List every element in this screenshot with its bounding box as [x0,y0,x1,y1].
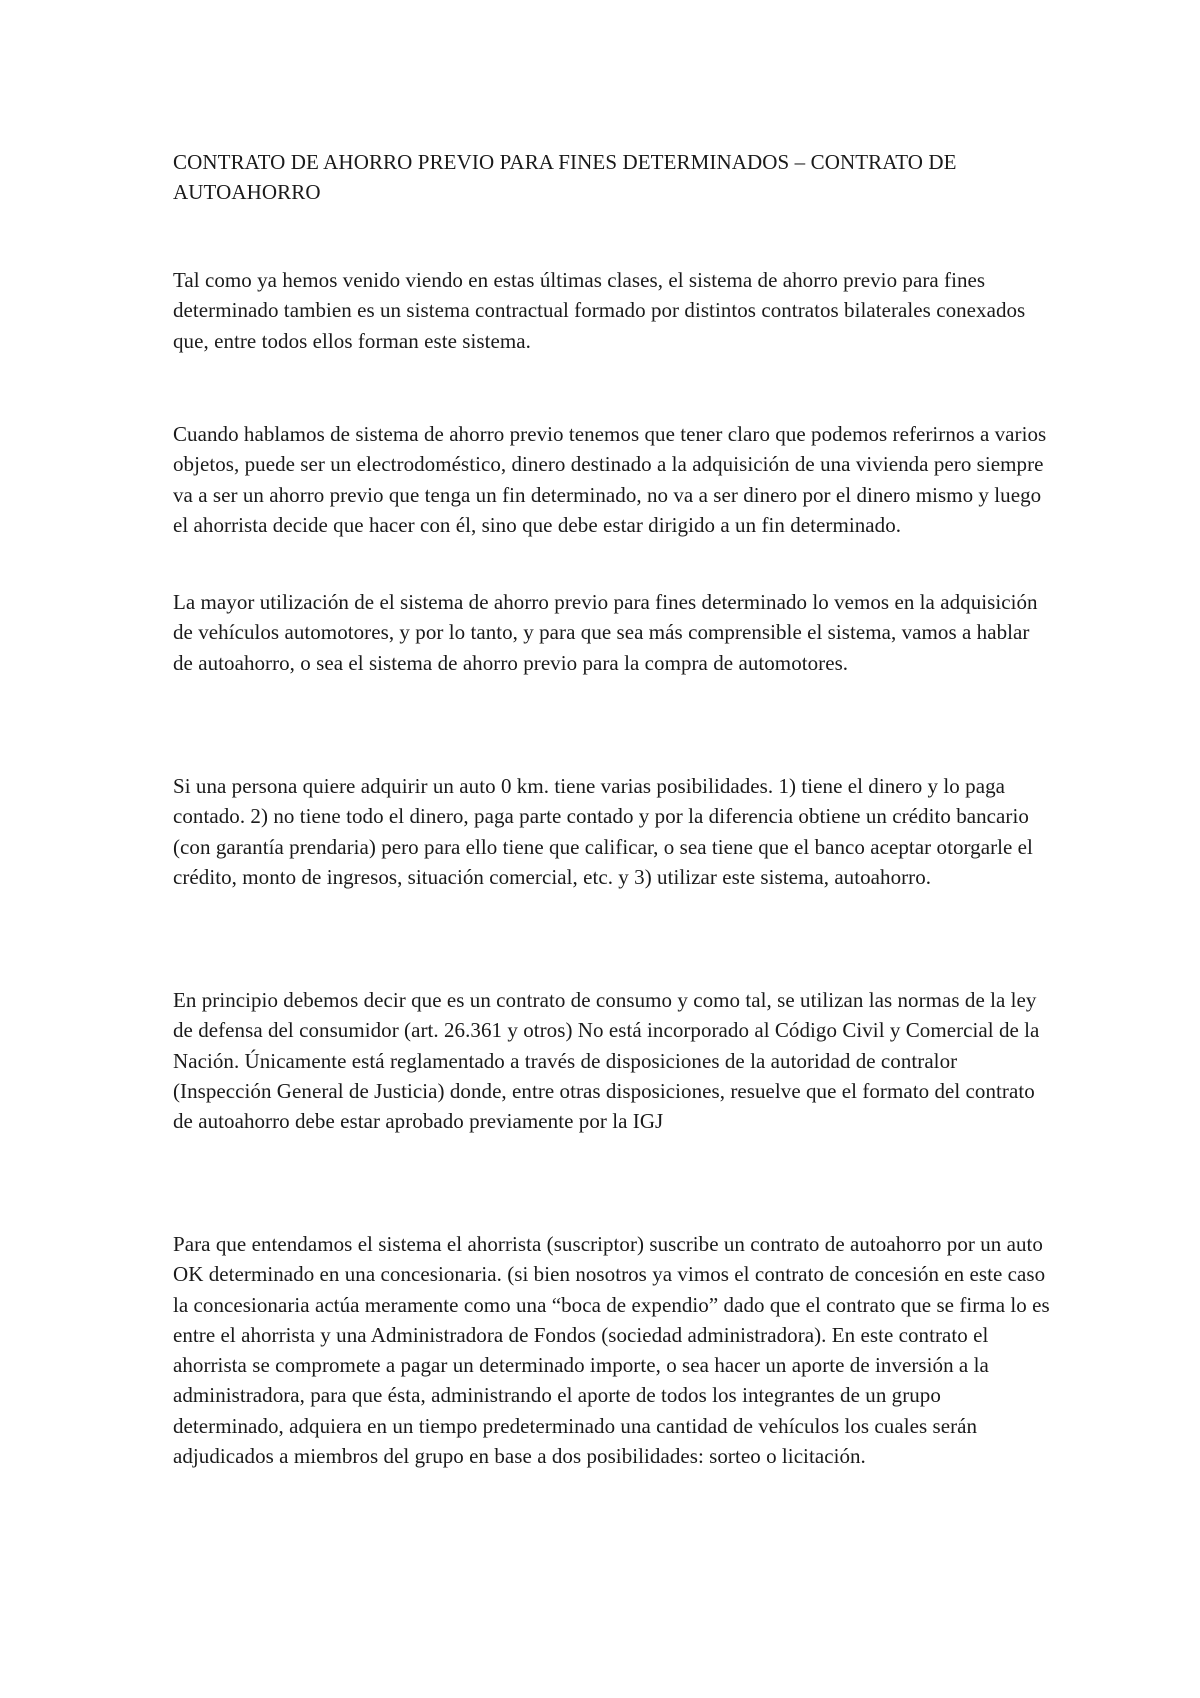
paragraph-5: En principio debemos decir que es un contrato de consumo y como tal, se utilizan las normas de la ley de defensa del consumidor (art. 26.361 y otros) No está incorporado al Código Civil y Comercial de la Nación. Únicamente está reglamentado a través de disposiciones de la autoridad de contralor (Inspección General de Justicia) donde, entre otras disposiciones, resuelve que el formato del contrato de autoahorro debe estar aprobado previamente por la IGJ [173,988,1040,1134]
paragraph-1: Tal como ya hemos venido viendo en estas últimas clases, el sistema de ahorro previo para fines determinado tambien es un sistema contractual formado por distintos contratos bilaterales conexados que, entre todos ellos forman este sistema. [173,268,1026,353]
document-title: CONTRATO DE AHORRO PREVIO PARA FINES DETERMINADOS – CONTRATO DE AUTOAHORRO [173,150,957,204]
paragraph-3: La mayor utilización de el sistema de ahorro previo para fines determinado lo vemos en la adquisición de vehículos automotores, y por lo tanto, y para que sea más comprensible el sistema, vamos a hablar de autoahorro, o sea el sistema de ahorro previo para la compra de automotores. [173,590,1038,675]
paragraph-2: Cuando hablamos de sistema de ahorro previo tenemos que tener claro que podemos referirnos a varios objetos, puede ser un electrodoméstico, dinero destinado a la adquisición de una vivienda pero siempre va a ser un ahorro previo que tenga un fin determinado, no va a ser dinero por el dinero mismo y luego el ahorrista decide que hacer con él, sino que debe estar dirigido a un fin determinado. [173,422,1047,537]
paragraph-6: Para que entendamos el sistema el ahorrista (suscriptor) suscribe un contrato de autoahorro por un auto OK determinado en una concesionaria. (si bien nosotros ya vimos el contrato de concesión en este caso la concesionaria actúa meramente como una “boca de expendio” dado que el contrato que se firma lo es entre el ahorrista y una Administradora de Fondos (sociedad administradora). En este contrato el ahorrista se compromete a pagar un determinado importe, o sea hacer un aporte de inversión a la administradora, para que ésta, administrando el aporte de todos los integrantes de un grupo determinado, adquiera en un tiempo predeterminado una cantidad de vehículos los cuales serán adjudicados a miembros del grupo en base a dos posibilidades: sorteo o licitación. [173,1232,1050,1469]
paragraph-4: Si una persona quiere adquirir un auto 0 km. tiene varias posibilidades. 1) tiene el dinero y lo paga contado. 2) no tiene todo el dinero, paga parte contado y por la diferencia obtiene un crédito bancario (con garantía prendaria) pero para ello tiene que calificar, o sea tiene que el banco aceptar otorgarle el crédito, monto de ingresos, situación comercial, etc. y 3) utilizar este sistema, autoahorro. [173,774,1033,889]
